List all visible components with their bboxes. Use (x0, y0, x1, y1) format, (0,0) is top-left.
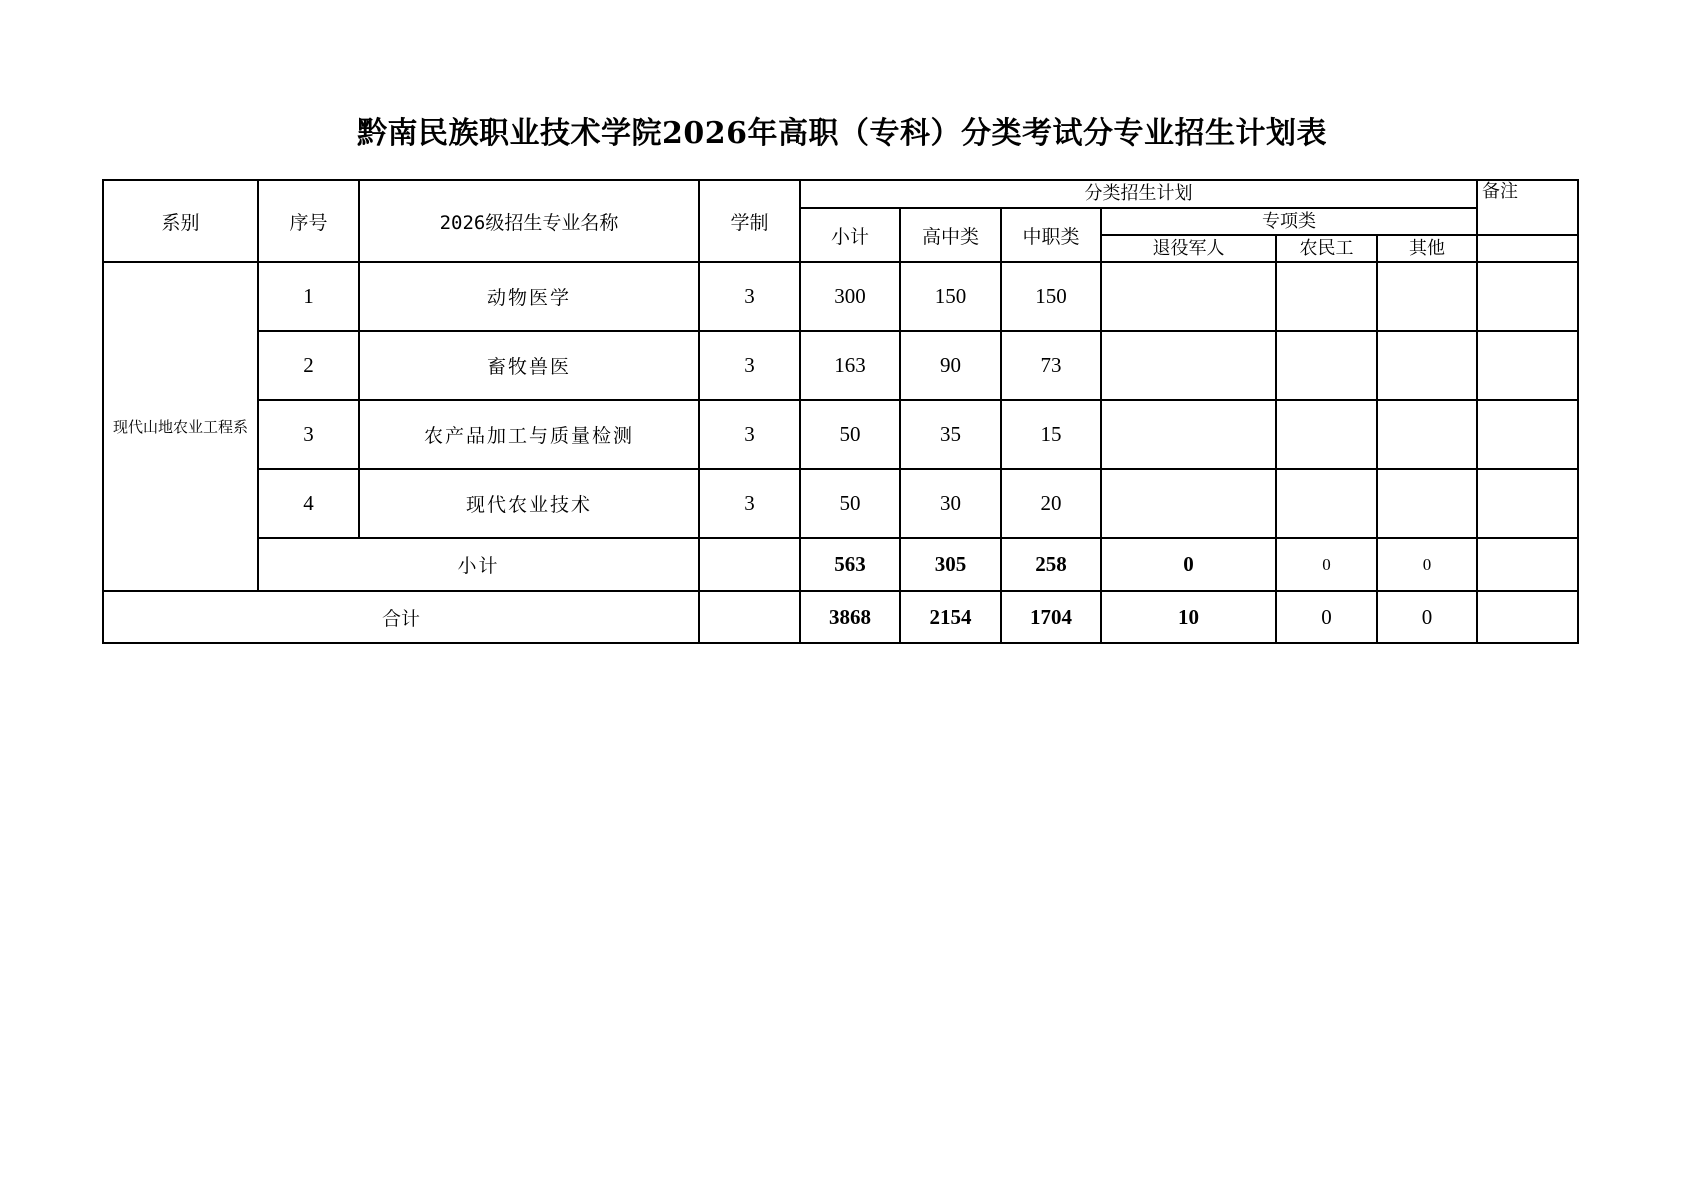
dept-subtotal-duration (699, 538, 800, 591)
grand-total-subtotal: 3868 (800, 591, 900, 643)
row-notes (1477, 262, 1578, 331)
grand-total-veterans: 10 (1101, 591, 1276, 643)
row-veterans (1101, 469, 1276, 538)
header-vocational: 中职类 (1001, 208, 1101, 262)
row-vocational: 73 (1001, 331, 1101, 400)
grand-total-others: 0 (1377, 591, 1477, 643)
row-high-school: 150 (900, 262, 1001, 331)
row-vocational: 15 (1001, 400, 1101, 469)
row-subtotal: 163 (800, 331, 900, 400)
row-duration: 3 (699, 469, 800, 538)
row-duration: 3 (699, 262, 800, 331)
header-plan-group: 分类招生计划 (800, 180, 1477, 208)
row-others (1377, 331, 1477, 400)
row-major: 农产品加工与质量检测 (359, 400, 699, 469)
header-notes-blank (1477, 235, 1578, 262)
grand-total-migrant-workers: 0 (1276, 591, 1377, 643)
grand-total-notes (1477, 591, 1578, 643)
row-notes (1477, 331, 1578, 400)
header-high-school: 高中类 (900, 208, 1001, 262)
row-others (1377, 469, 1477, 538)
row-notes (1477, 469, 1578, 538)
row-migrant-workers (1276, 331, 1377, 400)
row-vocational: 150 (1001, 262, 1101, 331)
dept-subtotal-row (103, 538, 1578, 591)
dept-subtotal-vocational: 258 (1001, 538, 1101, 591)
header-department: 系别 (103, 180, 258, 262)
row-seq: 3 (258, 400, 359, 469)
row-vocational: 20 (1001, 469, 1101, 538)
dept-subtotal-veterans: 0 (1101, 538, 1276, 591)
row-subtotal: 300 (800, 262, 900, 331)
row-high-school: 30 (900, 469, 1001, 538)
document-title: 黔南民族职业技术学院2026年高职（专科）分类考试分专业招生计划表 (357, 116, 1327, 151)
header-subtotal: 小计 (800, 208, 900, 262)
row-seq: 4 (258, 469, 359, 538)
header-major: 2026级招生专业名称 (359, 180, 699, 262)
grand-total-duration (699, 591, 800, 643)
row-veterans (1101, 400, 1276, 469)
row-major: 动物医学 (359, 262, 699, 331)
dept-subtotal-high-school: 305 (900, 538, 1001, 591)
row-others (1377, 262, 1477, 331)
dept-subtotal-others: 0 (1377, 538, 1477, 591)
department-name: 现代山地农业工程系 (103, 262, 258, 591)
row-migrant-workers (1276, 469, 1377, 538)
enrollment-plan-table (102, 179, 1579, 644)
grand-total-vocational: 1704 (1001, 591, 1101, 643)
row-seq: 1 (258, 262, 359, 331)
row-veterans (1101, 262, 1276, 331)
header-others: 其他 (1377, 235, 1477, 262)
header-migrant-workers: 农民工 (1276, 235, 1377, 262)
dept-subtotal-notes (1477, 538, 1578, 591)
row-seq: 2 (258, 331, 359, 400)
row-migrant-workers (1276, 262, 1377, 331)
header-duration: 学制 (699, 180, 800, 262)
table-row (103, 262, 1578, 331)
row-duration: 3 (699, 331, 800, 400)
header-notes: 备注 (1477, 180, 1578, 235)
header-row-1 (103, 180, 1578, 208)
table-row (103, 469, 1578, 538)
row-notes (1477, 400, 1578, 469)
row-duration: 3 (699, 400, 800, 469)
row-high-school: 90 (900, 331, 1001, 400)
row-subtotal: 50 (800, 400, 900, 469)
grand-total-row (103, 591, 1578, 643)
row-migrant-workers (1276, 400, 1377, 469)
row-major: 畜牧兽医 (359, 331, 699, 400)
dept-subtotal-total: 563 (800, 538, 900, 591)
row-others (1377, 400, 1477, 469)
header-special-group: 专项类 (1101, 208, 1477, 235)
table-row (103, 400, 1578, 469)
row-major: 现代农业技术 (359, 469, 699, 538)
dept-subtotal-migrant-workers: 0 (1276, 538, 1377, 591)
table-row (103, 331, 1578, 400)
header-seq: 序号 (258, 180, 359, 262)
dept-subtotal-label: 小计 (258, 538, 699, 591)
grand-total-label: 合计 (103, 591, 699, 643)
row-veterans (1101, 331, 1276, 400)
row-high-school: 35 (900, 400, 1001, 469)
grand-total-high-school: 2154 (900, 591, 1001, 643)
header-veterans: 退役军人 (1101, 235, 1276, 262)
row-subtotal: 50 (800, 469, 900, 538)
